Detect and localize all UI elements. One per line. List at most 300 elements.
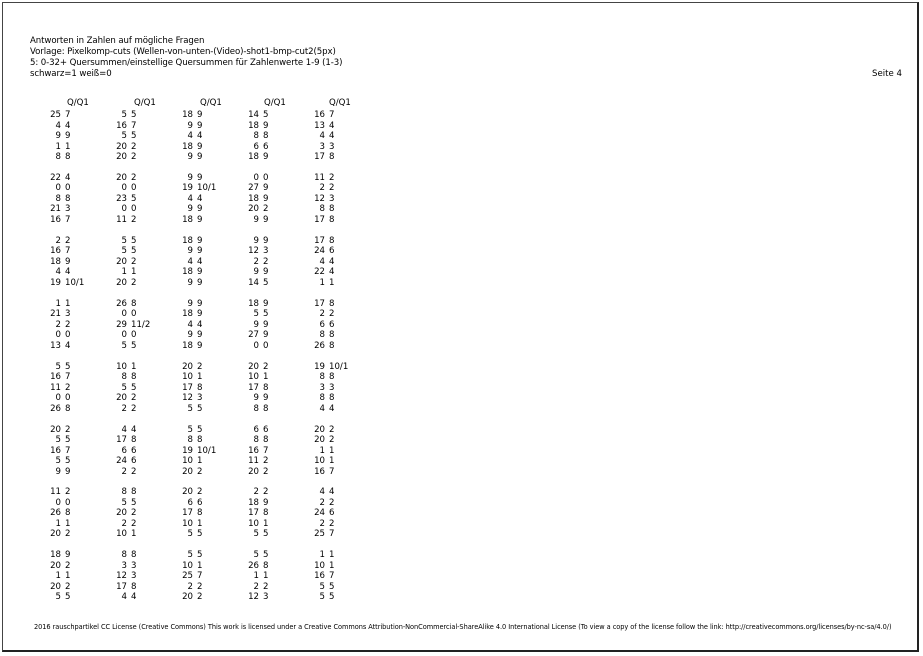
table-cell bbox=[310, 436, 334, 445]
table-cell bbox=[112, 572, 136, 581]
einstellige-quersumme-value: 8 bbox=[329, 152, 335, 162]
einstellige-quersumme-value: 3 bbox=[329, 382, 335, 393]
einstellige-quersumme-value: 5 bbox=[65, 361, 71, 372]
quersumme-value: 20 bbox=[50, 560, 61, 571]
table-cell bbox=[244, 132, 268, 141]
einstellige-quersumme-value: 9 bbox=[263, 393, 269, 404]
quersumme-value: 25 bbox=[182, 571, 193, 582]
einstellige-quersumme-value: 8 bbox=[131, 298, 137, 309]
table-cell bbox=[46, 384, 70, 393]
einstellige-quersumme-value: 8 bbox=[329, 204, 335, 215]
quersumme-value: 20 bbox=[248, 361, 259, 372]
einstellige-quersumme-value: 0 bbox=[65, 497, 71, 508]
table-cell bbox=[112, 426, 136, 435]
quersumme-value: 20 bbox=[116, 277, 127, 288]
einstellige-quersumme-value: 2 bbox=[131, 466, 137, 477]
einstellige-quersumme-value: 4 bbox=[329, 131, 335, 141]
einstellige-quersumme-value: 2 bbox=[329, 183, 335, 194]
quersumme-value: 18 bbox=[182, 340, 193, 351]
table-cell bbox=[244, 447, 268, 456]
table-cell bbox=[46, 122, 70, 131]
table-cell bbox=[112, 279, 136, 288]
table-cell bbox=[310, 268, 334, 277]
table-cell bbox=[244, 342, 268, 351]
quersumme-value: 4 bbox=[187, 131, 193, 141]
quersumme-value: 16 bbox=[50, 246, 61, 257]
quersumme-value: 18 bbox=[182, 309, 193, 320]
quersumme-value: 0 bbox=[55, 183, 61, 194]
table-cell bbox=[46, 279, 84, 288]
einstellige-quersumme-value: 2 bbox=[131, 403, 137, 414]
table-cell bbox=[244, 216, 268, 225]
table-cell bbox=[310, 405, 334, 414]
einstellige-quersumme-value: 9 bbox=[197, 267, 203, 278]
einstellige-quersumme-value: 9 bbox=[263, 183, 269, 194]
table-cell bbox=[112, 593, 136, 602]
einstellige-quersumme-value: 8 bbox=[65, 152, 71, 162]
page-number: Seite 4 bbox=[872, 69, 902, 79]
quersumme-value: 20 bbox=[248, 204, 259, 215]
quersumme-value: 6 bbox=[319, 319, 325, 330]
table-cell bbox=[112, 457, 136, 466]
quersumme-value: 22 bbox=[50, 172, 61, 183]
quersumme-value: 19 bbox=[314, 361, 325, 372]
einstellige-quersumme-value: 2 bbox=[131, 393, 137, 404]
einstellige-quersumme-value: 8 bbox=[65, 508, 71, 519]
quersumme-value: 2 bbox=[55, 235, 61, 246]
quersumme-value: 18 bbox=[248, 120, 259, 131]
einstellige-quersumme-value: 5 bbox=[131, 382, 137, 393]
einstellige-quersumme-value: 9 bbox=[263, 214, 269, 225]
einstellige-quersumme-value: 8 bbox=[131, 487, 137, 498]
quersumme-value: 10 bbox=[182, 518, 193, 529]
quersumme-value: 5 bbox=[187, 529, 193, 540]
quersumme-value: 12 bbox=[248, 246, 259, 257]
einstellige-quersumme-value: 9 bbox=[263, 298, 269, 309]
einstellige-quersumme-value: 9 bbox=[197, 141, 203, 152]
einstellige-quersumme-value: 7 bbox=[65, 445, 71, 456]
einstellige-quersumme-value: 9 bbox=[263, 319, 269, 330]
einstellige-quersumme-value: 0 bbox=[131, 330, 137, 341]
table-cell bbox=[46, 436, 70, 445]
quersumme-value: 8 bbox=[121, 550, 127, 561]
table-cell bbox=[112, 468, 136, 477]
table-cell bbox=[112, 184, 136, 193]
einstellige-quersumme-value: 4 bbox=[131, 424, 137, 435]
einstellige-quersumme-value: 1 bbox=[329, 560, 335, 571]
quersumme-value: 20 bbox=[182, 361, 193, 372]
einstellige-quersumme-value: 6 bbox=[197, 497, 203, 508]
einstellige-quersumme-value: 8 bbox=[197, 435, 203, 445]
table-cell bbox=[112, 331, 136, 340]
table-cell bbox=[310, 562, 334, 571]
einstellige-quersumme-value: 4 bbox=[197, 131, 203, 141]
table-cell bbox=[244, 279, 268, 288]
quersumme-value: 5 bbox=[187, 550, 193, 561]
table-cell bbox=[310, 132, 334, 141]
table-cell bbox=[310, 384, 334, 393]
quersumme-value: 13 bbox=[314, 120, 325, 131]
table-cell bbox=[244, 122, 268, 131]
table-cell bbox=[112, 436, 136, 445]
einstellige-quersumme-value: 3 bbox=[65, 309, 71, 320]
quersumme-value: 0 bbox=[55, 393, 61, 404]
table-cell bbox=[244, 300, 268, 309]
einstellige-quersumme-value: 7 bbox=[65, 246, 71, 257]
table-cell bbox=[244, 258, 268, 267]
table-cell bbox=[244, 153, 268, 162]
quersumme-value: 19 bbox=[50, 277, 61, 288]
quersumme-value: 17 bbox=[116, 435, 127, 445]
table-cell bbox=[178, 551, 202, 560]
einstellige-quersumme-value: 10/1 bbox=[197, 183, 217, 194]
table-cell bbox=[310, 551, 334, 560]
table-cell bbox=[310, 321, 334, 330]
quersumme-value: 8 bbox=[187, 435, 193, 445]
quersumme-value: 18 bbox=[182, 235, 193, 246]
einstellige-quersumme-value: 9 bbox=[65, 256, 71, 267]
quersumme-value: 17 bbox=[248, 508, 259, 519]
einstellige-quersumme-value: 8 bbox=[131, 550, 137, 561]
einstellige-quersumme-value: 0 bbox=[263, 172, 269, 183]
einstellige-quersumme-value: 5 bbox=[263, 309, 269, 320]
quersumme-value: 9 bbox=[253, 319, 259, 330]
table-cell bbox=[178, 111, 202, 120]
quersumme-value: 5 bbox=[121, 131, 127, 141]
header-title: Antworten in Zahlen auf mögliche Fragen bbox=[30, 36, 205, 46]
einstellige-quersumme-value: 4 bbox=[329, 120, 335, 131]
table-cell bbox=[310, 509, 334, 518]
table-cell bbox=[178, 520, 202, 529]
quersumme-value: 19 bbox=[182, 183, 193, 194]
einstellige-quersumme-value: 2 bbox=[131, 256, 137, 267]
einstellige-quersumme-value: 1 bbox=[263, 518, 269, 529]
quersumme-value: 4 bbox=[187, 256, 193, 267]
einstellige-quersumme-value: 1 bbox=[65, 571, 71, 582]
einstellige-quersumme-value: 9 bbox=[263, 193, 269, 204]
quersumme-value: 20 bbox=[182, 592, 193, 603]
einstellige-quersumme-value: 9 bbox=[197, 235, 203, 246]
quersumme-value: 5 bbox=[187, 424, 193, 435]
quersumme-value: 1 bbox=[55, 298, 61, 309]
quersumme-value: 26 bbox=[50, 508, 61, 519]
quersumme-value: 21 bbox=[50, 204, 61, 215]
quersumme-value: 5 bbox=[55, 361, 61, 372]
table-cell bbox=[310, 520, 334, 529]
quersumme-value: 20 bbox=[116, 172, 127, 183]
einstellige-quersumme-value: 2 bbox=[65, 424, 71, 435]
table-cell bbox=[244, 247, 268, 256]
quersumme-value: 0 bbox=[253, 340, 259, 351]
quersumme-value: 16 bbox=[314, 466, 325, 477]
table-cell bbox=[46, 342, 70, 351]
einstellige-quersumme-value: 9 bbox=[197, 110, 203, 120]
einstellige-quersumme-value: 6 bbox=[131, 456, 137, 466]
quersumme-value: 24 bbox=[314, 508, 325, 519]
einstellige-quersumme-value: 2 bbox=[65, 382, 71, 393]
einstellige-quersumme-value: 7 bbox=[329, 529, 335, 540]
table-cell bbox=[244, 237, 268, 246]
einstellige-quersumme-value: 2 bbox=[263, 456, 269, 466]
table-cell bbox=[178, 426, 202, 435]
table-cell bbox=[244, 321, 268, 330]
table-cell bbox=[46, 520, 70, 529]
quersumme-value: 10 bbox=[314, 456, 325, 466]
quersumme-value: 0 bbox=[121, 204, 127, 215]
quersumme-value: 20 bbox=[50, 581, 61, 592]
einstellige-quersumme-value: 5 bbox=[65, 456, 71, 466]
einstellige-quersumme-value: 5 bbox=[263, 550, 269, 561]
table-cell bbox=[112, 384, 136, 393]
table-cell bbox=[244, 174, 268, 183]
einstellige-quersumme-value: 9 bbox=[197, 152, 203, 162]
quersumme-value: 2 bbox=[253, 487, 259, 498]
einstellige-quersumme-value: 8 bbox=[263, 131, 269, 141]
quersumme-value: 5 bbox=[187, 403, 193, 414]
einstellige-quersumme-value: 2 bbox=[263, 361, 269, 372]
table-cell bbox=[178, 279, 202, 288]
quersumme-value: 10 bbox=[182, 456, 193, 466]
quersumme-value: 1 bbox=[55, 571, 61, 582]
table-cell bbox=[112, 551, 136, 560]
column-header-5: Q/Q1 bbox=[329, 98, 351, 108]
einstellige-quersumme-value: 2 bbox=[65, 529, 71, 540]
einstellige-quersumme-value: 4 bbox=[65, 267, 71, 278]
quersumme-value: 18 bbox=[248, 152, 259, 162]
table-cell bbox=[112, 321, 150, 330]
quersumme-value: 4 bbox=[55, 120, 61, 131]
einstellige-quersumme-value: 9 bbox=[263, 152, 269, 162]
quersumme-value: 11 bbox=[314, 172, 325, 183]
einstellige-quersumme-value: 8 bbox=[263, 560, 269, 571]
table-cell bbox=[46, 300, 70, 309]
einstellige-quersumme-value: 7 bbox=[263, 445, 269, 456]
quersumme-value: 9 bbox=[187, 172, 193, 183]
einstellige-quersumme-value: 8 bbox=[65, 403, 71, 414]
table-cell bbox=[244, 562, 268, 571]
einstellige-quersumme-value: 9 bbox=[197, 340, 203, 351]
quersumme-value: 18 bbox=[50, 256, 61, 267]
einstellige-quersumme-value: 5 bbox=[131, 497, 137, 508]
table-cell bbox=[112, 488, 136, 497]
table-cell bbox=[112, 247, 136, 256]
quersumme-value: 9 bbox=[253, 214, 259, 225]
quersumme-value: 9 bbox=[253, 393, 259, 404]
quersumme-value: 20 bbox=[248, 466, 259, 477]
quersumme-value: 11 bbox=[50, 382, 61, 393]
table-cell bbox=[46, 426, 70, 435]
table-cell bbox=[310, 530, 334, 539]
einstellige-quersumme-value: 2 bbox=[329, 518, 335, 529]
table-cell bbox=[244, 583, 268, 592]
table-cell bbox=[46, 216, 70, 225]
table-cell bbox=[244, 468, 268, 477]
einstellige-quersumme-value: 5 bbox=[131, 340, 137, 351]
quersumme-value: 5 bbox=[121, 235, 127, 246]
einstellige-quersumme-value: 9 bbox=[65, 550, 71, 561]
einstellige-quersumme-value: 8 bbox=[197, 508, 203, 519]
einstellige-quersumme-value: 1 bbox=[131, 361, 137, 372]
header-source: Vorlage: Pixelkomp-cuts (Wellen-von-unten-(Video)-shot1-bmp-cut2(5px) bbox=[30, 47, 336, 57]
einstellige-quersumme-value: 9 bbox=[263, 120, 269, 131]
einstellige-quersumme-value: 4 bbox=[197, 193, 203, 204]
quersumme-value: 9 bbox=[187, 246, 193, 257]
quersumme-value: 9 bbox=[55, 466, 61, 477]
einstellige-quersumme-value: 3 bbox=[329, 141, 335, 152]
table-cell bbox=[310, 488, 334, 497]
einstellige-quersumme-value: 0 bbox=[131, 183, 137, 194]
einstellige-quersumme-value: 4 bbox=[329, 267, 335, 278]
table-cell bbox=[46, 373, 70, 382]
einstellige-quersumme-value: 10/1 bbox=[197, 445, 217, 456]
table-cell bbox=[310, 143, 334, 152]
table-cell bbox=[46, 184, 70, 193]
table-cell bbox=[310, 583, 334, 592]
quersumme-value: 4 bbox=[319, 256, 325, 267]
einstellige-quersumme-value: 4 bbox=[65, 120, 71, 131]
table-cell bbox=[178, 436, 202, 445]
quersumme-value: 16 bbox=[50, 445, 61, 456]
quersumme-value: 9 bbox=[187, 152, 193, 162]
einstellige-quersumme-value: 0 bbox=[65, 183, 71, 194]
quersumme-value: 1 bbox=[319, 445, 325, 456]
quersumme-value: 5 bbox=[253, 309, 259, 320]
table-cell bbox=[112, 111, 136, 120]
table-cell bbox=[244, 111, 268, 120]
quersumme-value: 18 bbox=[182, 267, 193, 278]
quersumme-value: 26 bbox=[116, 298, 127, 309]
table-cell bbox=[112, 310, 136, 319]
quersumme-value: 27 bbox=[248, 330, 259, 341]
quersumme-value: 21 bbox=[50, 309, 61, 320]
einstellige-quersumme-value: 9 bbox=[197, 204, 203, 215]
einstellige-quersumme-value: 10/1 bbox=[329, 361, 349, 372]
quersumme-value: 1 bbox=[253, 571, 259, 582]
table-cell bbox=[112, 195, 136, 204]
einstellige-quersumme-value: 9 bbox=[197, 214, 203, 225]
table-cell bbox=[178, 216, 202, 225]
einstellige-quersumme-value: 4 bbox=[65, 340, 71, 351]
quersumme-value: 25 bbox=[314, 529, 325, 540]
table-cell bbox=[178, 331, 202, 340]
einstellige-quersumme-value: 3 bbox=[131, 560, 137, 571]
einstellige-quersumme-value: 7 bbox=[329, 571, 335, 582]
quersumme-value: 12 bbox=[248, 592, 259, 603]
table-cell bbox=[46, 405, 70, 414]
einstellige-quersumme-value: 6 bbox=[263, 424, 269, 435]
table-cell bbox=[112, 342, 136, 351]
quersumme-value: 16 bbox=[50, 214, 61, 225]
einstellige-quersumme-value: 2 bbox=[131, 152, 137, 162]
table-cell bbox=[310, 258, 334, 267]
table-cell bbox=[46, 237, 70, 246]
einstellige-quersumme-value: 3 bbox=[197, 393, 203, 404]
einstellige-quersumme-value: 1 bbox=[263, 571, 269, 582]
quersumme-value: 6 bbox=[253, 141, 259, 152]
einstellige-quersumme-value: 1 bbox=[329, 456, 335, 466]
einstellige-quersumme-value: 5 bbox=[329, 592, 335, 603]
table-cell bbox=[310, 499, 334, 508]
quersumme-value: 8 bbox=[55, 152, 61, 162]
einstellige-quersumme-value: 1 bbox=[329, 550, 335, 561]
quersumme-value: 5 bbox=[253, 529, 259, 540]
einstellige-quersumme-value: 8 bbox=[329, 372, 335, 383]
header-description: 5: 0-32+ Quersummen/einstellige Quersummen für Zahlenwerte 1-9 (1-3) bbox=[30, 58, 343, 68]
einstellige-quersumme-value: 8 bbox=[329, 298, 335, 309]
einstellige-quersumme-value: 6 bbox=[329, 508, 335, 519]
quersumme-value: 5 bbox=[253, 550, 259, 561]
table-cell bbox=[244, 530, 268, 539]
quersumme-value: 1 bbox=[55, 518, 61, 529]
quersumme-value: 16 bbox=[314, 571, 325, 582]
quersumme-value: 18 bbox=[182, 141, 193, 152]
quersumme-value: 20 bbox=[182, 466, 193, 477]
quersumme-value: 8 bbox=[121, 372, 127, 383]
quersumme-value: 20 bbox=[314, 424, 325, 435]
quersumme-value: 2 bbox=[187, 581, 193, 592]
quersumme-value: 9 bbox=[187, 298, 193, 309]
table-cell bbox=[178, 342, 202, 351]
table-cell bbox=[46, 111, 70, 120]
quersumme-value: 20 bbox=[116, 256, 127, 267]
quersumme-value: 14 bbox=[248, 110, 259, 120]
table-cell bbox=[112, 216, 136, 225]
quersumme-value: 11 bbox=[50, 487, 61, 498]
einstellige-quersumme-value: 2 bbox=[65, 319, 71, 330]
einstellige-quersumme-value: 9 bbox=[197, 120, 203, 131]
einstellige-quersumme-value: 5 bbox=[65, 592, 71, 603]
quersumme-value: 6 bbox=[187, 497, 193, 508]
quersumme-value: 18 bbox=[248, 497, 259, 508]
einstellige-quersumme-value: 8 bbox=[329, 235, 335, 246]
column-header-3: Q/Q1 bbox=[200, 98, 222, 108]
table-cell bbox=[178, 488, 202, 497]
table-cell bbox=[178, 572, 202, 581]
quersumme-value: 27 bbox=[248, 183, 259, 194]
einstellige-quersumme-value: 1 bbox=[131, 529, 137, 540]
quersumme-value: 12 bbox=[116, 571, 127, 582]
quersumme-value: 3 bbox=[121, 560, 127, 571]
table-cell bbox=[244, 195, 268, 204]
quersumme-value: 3 bbox=[319, 382, 325, 393]
einstellige-quersumme-value: 2 bbox=[131, 172, 137, 183]
table-cell bbox=[178, 405, 202, 414]
table-cell bbox=[244, 572, 268, 581]
quersumme-value: 2 bbox=[55, 319, 61, 330]
quersumme-value: 2 bbox=[253, 256, 259, 267]
quersumme-value: 18 bbox=[182, 214, 193, 225]
table-cell bbox=[178, 247, 202, 256]
quersumme-value: 5 bbox=[121, 110, 127, 120]
quersumme-value: 17 bbox=[182, 508, 193, 519]
einstellige-quersumme-value: 2 bbox=[197, 581, 203, 592]
einstellige-quersumme-value: 2 bbox=[131, 214, 137, 225]
quersumme-value: 4 bbox=[187, 319, 193, 330]
einstellige-quersumme-value: 5 bbox=[197, 529, 203, 540]
quersumme-value: 9 bbox=[187, 120, 193, 131]
table-cell bbox=[310, 572, 334, 581]
table-cell bbox=[46, 509, 70, 518]
einstellige-quersumme-value: 1 bbox=[329, 445, 335, 456]
quersumme-value: 2 bbox=[121, 466, 127, 477]
quersumme-value: 5 bbox=[121, 246, 127, 257]
einstellige-quersumme-value: 2 bbox=[65, 487, 71, 498]
quersumme-value: 10 bbox=[314, 560, 325, 571]
einstellige-quersumme-value: 2 bbox=[197, 487, 203, 498]
einstellige-quersumme-value: 7 bbox=[197, 571, 203, 582]
quersumme-value: 4 bbox=[187, 193, 193, 204]
table-cell bbox=[310, 247, 334, 256]
